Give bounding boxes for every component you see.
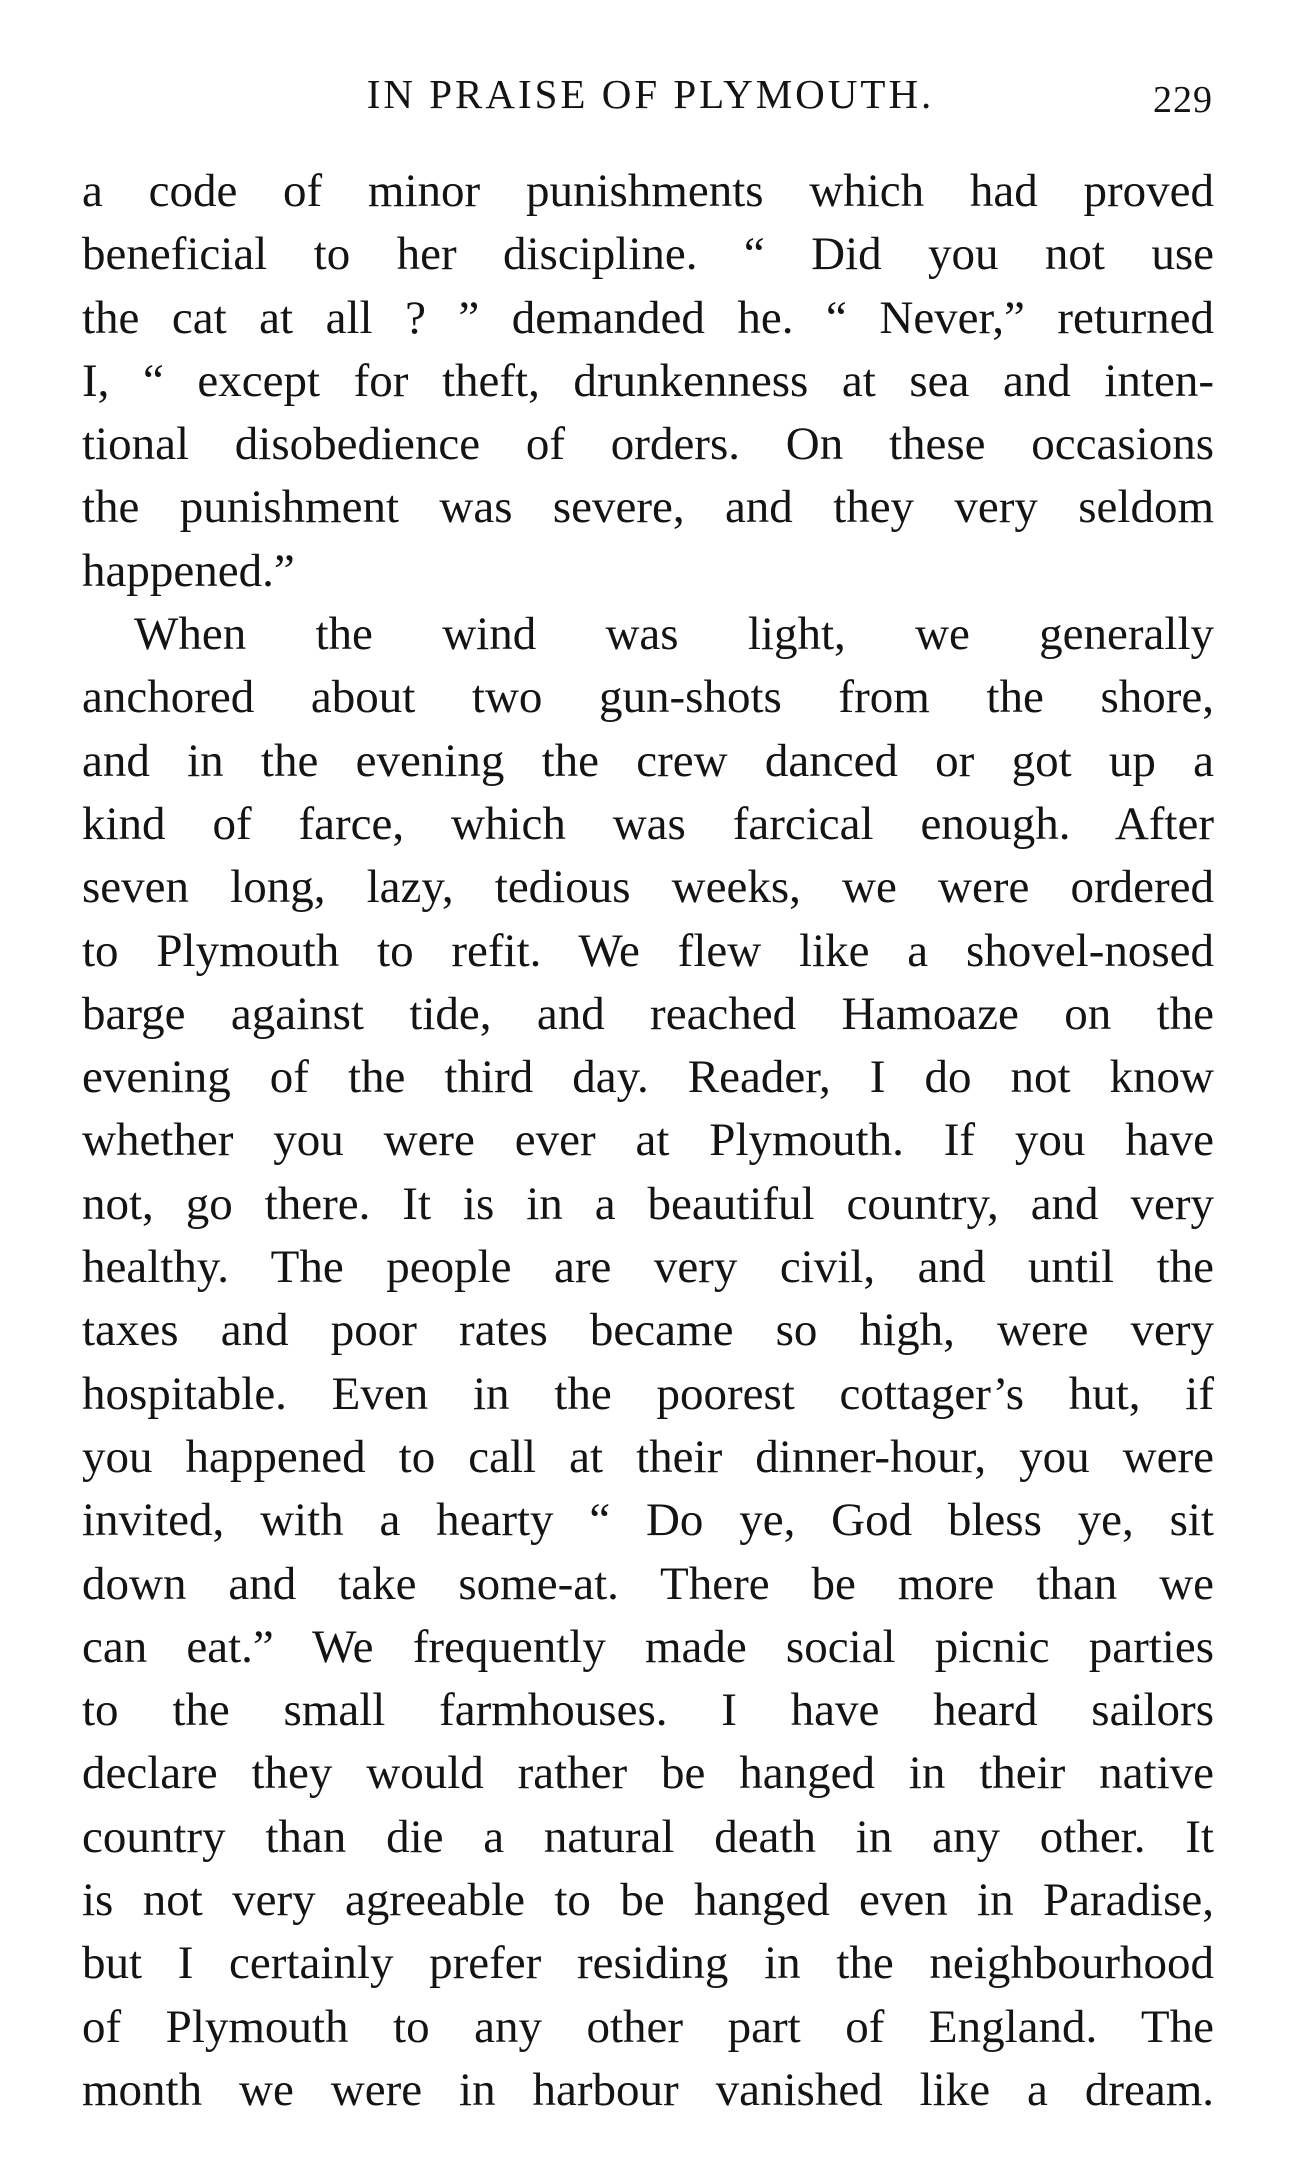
text-line: to the small farmhouses. I have heard sailors xyxy=(82,1684,1214,1737)
text-line: you happened to call at their dinner-hour, you were xyxy=(82,1430,1214,1483)
text-line: beneficial to her discipline. “ Did you not use xyxy=(82,228,1214,281)
text-line: I, “ except for theft, drunkenness at sea and inten- xyxy=(82,354,1214,407)
text-line: the cat at all ? ” demanded he. “ Never,” returned xyxy=(82,291,1214,344)
text-line: taxes and poor rates became so high, were very xyxy=(82,1304,1214,1357)
text-line: month we were in harbour vanished like a dream. xyxy=(82,2063,1214,2116)
text-line: seven long, lazy, tedious weeks, we were ordered xyxy=(82,861,1214,914)
text-line: the punishment was severe, and they very seldom xyxy=(82,481,1214,534)
text-line: happened.” xyxy=(82,544,295,597)
text-line: down and take some-at. There be more than we xyxy=(82,1557,1214,1610)
text-line: hospitable. Even in the poorest cottager’s hut, if xyxy=(82,1367,1214,1420)
body-text xyxy=(82,160,1214,2122)
text-line: kind of farce, which was farcical enough. After xyxy=(82,797,1214,850)
text-line: evening of the third day. Reader, I do not know xyxy=(82,1051,1214,1104)
text-line: declare they would rather be hanged in their native xyxy=(82,1747,1214,1800)
running-title: IN PRAISE OF PLYMOUTH. xyxy=(366,71,935,117)
text-line: can eat.” We frequently made social picnic parties xyxy=(82,1620,1214,1673)
page-number: 229 xyxy=(1153,79,1213,121)
text-line: and in the evening the crew danced or got up a xyxy=(82,734,1214,787)
text-line: healthy. The people are very civil, and until the xyxy=(82,1241,1214,1294)
running-head xyxy=(88,70,1213,126)
text-line: but I certainly prefer residing in the neighbourhood xyxy=(82,1937,1214,1990)
paragraph-1 xyxy=(82,160,1214,603)
text-line: tional disobedience of orders. On these occasions xyxy=(82,418,1214,471)
text-line: whether you were ever at Plymouth. If you have xyxy=(82,1114,1214,1167)
text-line: a code of minor punishments which had proved xyxy=(82,165,1214,217)
text-line: not, go there. It is in a beautiful country, and very xyxy=(82,1177,1214,1230)
text-line: invited, with a hearty “ Do ye, God bless ye, sit xyxy=(82,1494,1214,1547)
text-line: anchored about two gun-shots from the shore, xyxy=(82,671,1214,724)
text-line: country than die a natural death in any other. It xyxy=(82,1810,1214,1863)
text-line: to Plymouth to refit. We flew like a shovel-nosed xyxy=(82,924,1214,977)
text-line: of Plymouth to any other part of England. The xyxy=(82,2000,1214,2053)
text-line: barge against tide, and reached Hamoaze on the xyxy=(82,987,1214,1040)
text-line: When the wind was light, we generally xyxy=(134,608,1214,661)
paragraph-2 xyxy=(82,603,1214,2122)
text-line: is not very agreeable to be hanged even in Paradise, xyxy=(82,1874,1214,1927)
